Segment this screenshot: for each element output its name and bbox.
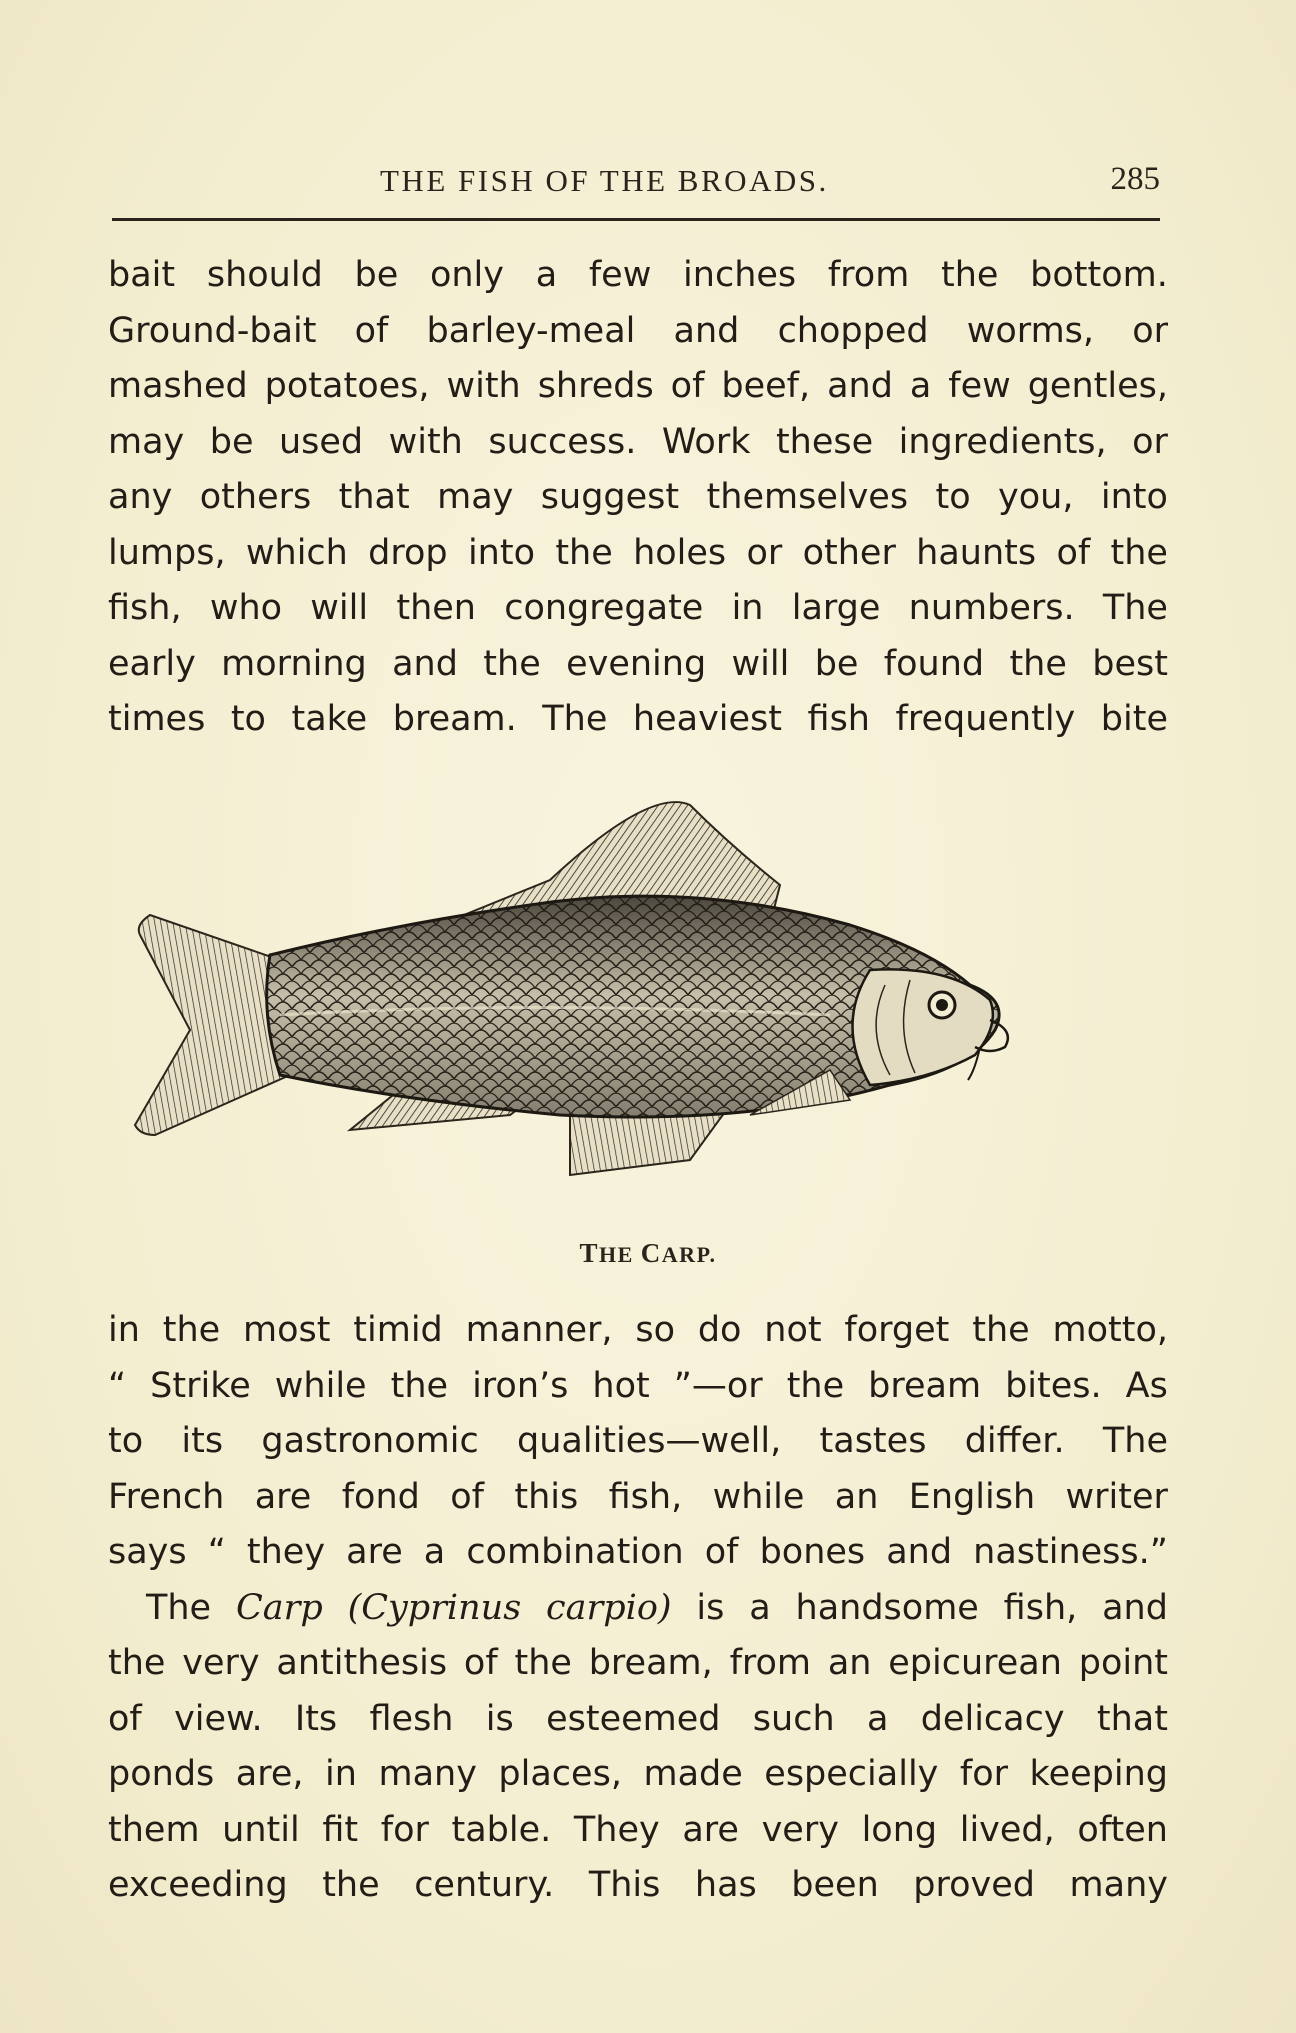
text-line: fish, who will then congregate in large numbers. The	[108, 588, 1168, 628]
text-line: bait should be only a few inches from the bottom.	[108, 255, 1168, 295]
text-line: ponds are, in many places, made especially for keeping	[108, 1754, 1168, 1794]
page-number: 285	[1110, 161, 1160, 197]
figure-caption: THE CARP.	[579, 1238, 717, 1268]
text-line: of view. Its flesh is esteemed such a delicacy that	[108, 1698, 1168, 1739]
text-line: Ground-bait of barley-meal and chopped worms, or	[108, 310, 1168, 351]
tail-fin	[135, 915, 290, 1135]
text-line: says “ they are a combination of bones and nastiness.”	[108, 1532, 1168, 1572]
paragraph-after-figure	[108, 1303, 1168, 1914]
gill-cover	[853, 969, 993, 1085]
text-line: mashed potatoes, with shreds of beef, and a few gentles,	[108, 366, 1168, 406]
carp-illustration	[130, 785, 1130, 1185]
header-rule	[112, 218, 1160, 221]
text-line: “ Strike while the iron’s hot ”—or the bream bites. As	[108, 1365, 1168, 1406]
text-line: exceeding the century. This has been proved many	[108, 1865, 1168, 1905]
paragraph-before-figure	[108, 248, 1168, 748]
text-line: them until fit for table. They are very long lived, often	[108, 1809, 1168, 1850]
text-line: lumps, which drop into the holes or other haunts of the	[108, 532, 1168, 573]
text-line: may be used with success. Work these ingredients, or	[108, 421, 1168, 462]
text-line: French are fond of this fish, while an English writer	[108, 1476, 1168, 1517]
text-line: to its gastronomic qualities—well, tastes differ. The	[108, 1421, 1168, 1461]
page-header	[110, 155, 1160, 205]
text-line-carp: The Carp (Cyprinus carpio) is a handsome fish, and	[146, 1587, 1168, 1628]
text-line: any others that may suggest themselves to you, into	[108, 477, 1168, 517]
text-line: early morning and the evening will be found the best	[108, 643, 1168, 684]
text-line: the very antithesis of the bream, from an epicurean point	[108, 1643, 1168, 1683]
running-head: THE FISH OF THE BROADS.	[380, 163, 829, 198]
text-line: in the most timid manner, so do not forget the motto,	[108, 1310, 1168, 1350]
text-line: times to take bream. The heaviest fish frequently bite	[108, 699, 1168, 739]
